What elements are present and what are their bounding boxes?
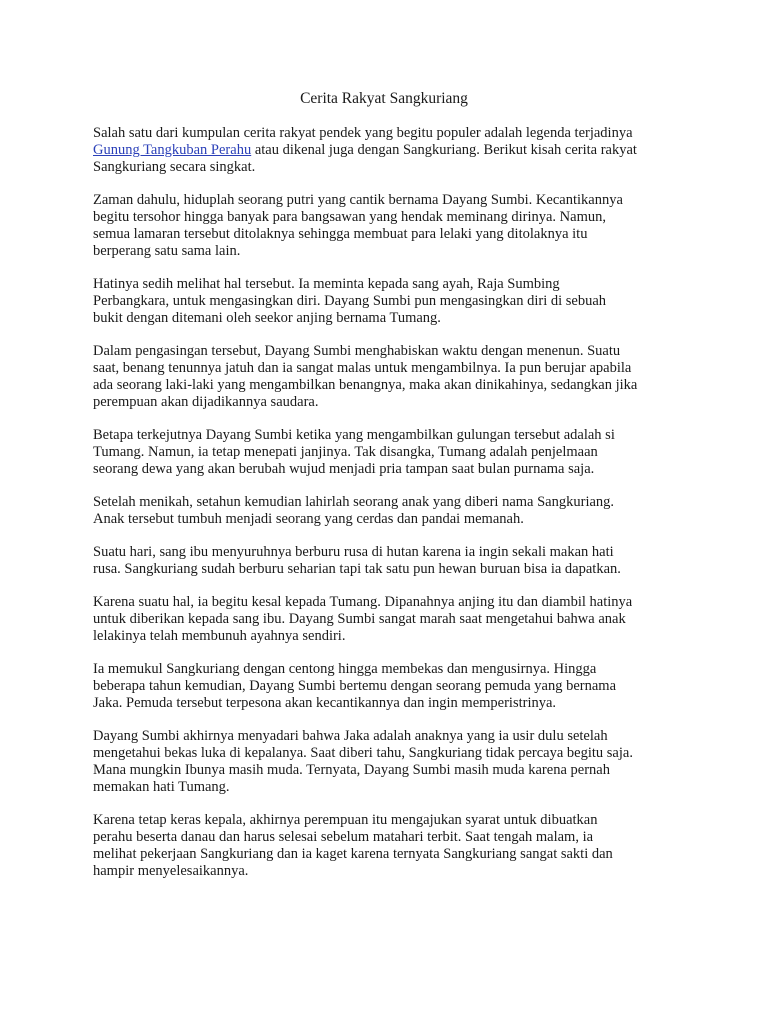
paragraph: Suatu hari, sang ibu menyuruhnya berburu rusa di hutan karena ia ingin sekali makan hati rusa. Sangkuriang sudah berburu seharian tapi tak satu pun hewan buruan bisa ia dapatkan. [93,544,621,577]
paragraph: Hatinya sedih melihat hal tersebut. Ia meminta kepada sang ayah, Raja Sumbing Perbangkara, untuk mengasingkan diri. Dayang Sumbi pun mengasingkan diri di sebuah bukit dengan ditemani oleh seekor anjing bernama Tumang. [93,276,607,326]
paragraph: Dayang Sumbi akhirnya menyadari bahwa Jaka adalah anaknya yang ia usir dulu setelah mengetahui bekas luka di kepalanya. Saat diberi tahu, Sangkuriang tidak percaya begitu saja. Mana mungkin Ibunya masih muda. Ternyata, Dayang Sumbi masih muda karena pernah memakan hati Tumang. [93,728,633,795]
paragraph: Karena tetap keras kepala, akhirnya perempuan itu mengajukan syarat untuk dibuatkan perahu beserta danau dan harus selesai sebelum matahari terbit. Saat tengah malam, ia melihat pekerjaan Sangkuriang dan ia kaget karena ternyata Sangkuriang sangat sakti dan hampir menyelesaikannya. [93,812,613,879]
intro-paragraph [93,125,683,176]
document-body [93,125,683,896]
paragraph: Karena suatu hal, ia begitu kesal kepada Tumang. Dipanahnya anjing itu dan diambil hatinya untuk diberikan kepada sang ibu. Dayang Sumbi sangat marah saat mengetahui bahwa anak lelakinya telah membunuh ayahnya sendiri. [93,594,633,644]
intro-text-after-link: atau dikenal juga dengan Sangkuriang. Berikut kisah cerita rakyat Sangkuriang secara singkat. [93,142,637,175]
paragraph: Betapa terkejutnya Dayang Sumbi ketika yang mengambilkan gulungan tersebut adalah si Tumang. Namun, ia tetap menepati janjinya. Tak disangka, Tumang adalah penjelmaan seorang dewa yang akan berubah wujud menjadi pria tampan saat bulan purnama saja. [93,427,615,477]
paragraph: Zaman dahulu, hiduplah seorang putri yang cantik bernama Dayang Sumbi. Kecantikannya begitu tersohor hingga banyak para bangsawan yang hendak meminang dirinya. Namun, semua lamaran tersebut ditolaknya sehingga membuat para lelaki yang ditolaknya itu berperang satu sama lain. [93,192,623,259]
paragraph: Ia memukul Sangkuriang dengan centong hingga membekas dan mengusirnya. Hingga beberapa tahun kemudian, Dayang Sumbi bertemu dengan seorang pemuda yang bernama Jaka. Pemuda tersebut terpesona akan kecantikannya dan ingin memperistrinya. [93,661,617,711]
paragraph: Setelah menikah, setahun kemudian lahirlah seorang anak yang diberi nama Sangkuriang. Anak tersebut tumbuh menjadi seorang yang cerdas dan pandai memanah. [93,494,615,527]
paragraph: Dalam pengasingan tersebut, Dayang Sumbi menghabiskan waktu dengan menenun. Suatu saat, benang tenunnya jatuh dan ia sangat malas untuk mengambilnya. Ia pun berujar apabila ada seorang laki-laki yang mengambilkan benangnya, maka akan dinikahinya, sedangkan jika perempuan akan dijadikannya saudara. [93,343,638,410]
gunung-tangkuban-perahu-link[interactable]: Gunung Tangkuban Perahu [93,142,252,158]
document-title: Cerita Rakyat Sangkuriang [300,90,468,107]
intro-text-before-link: Salah satu dari kumpulan cerita rakyat pendek yang begitu populer adalah legenda terjadinya [93,125,633,141]
